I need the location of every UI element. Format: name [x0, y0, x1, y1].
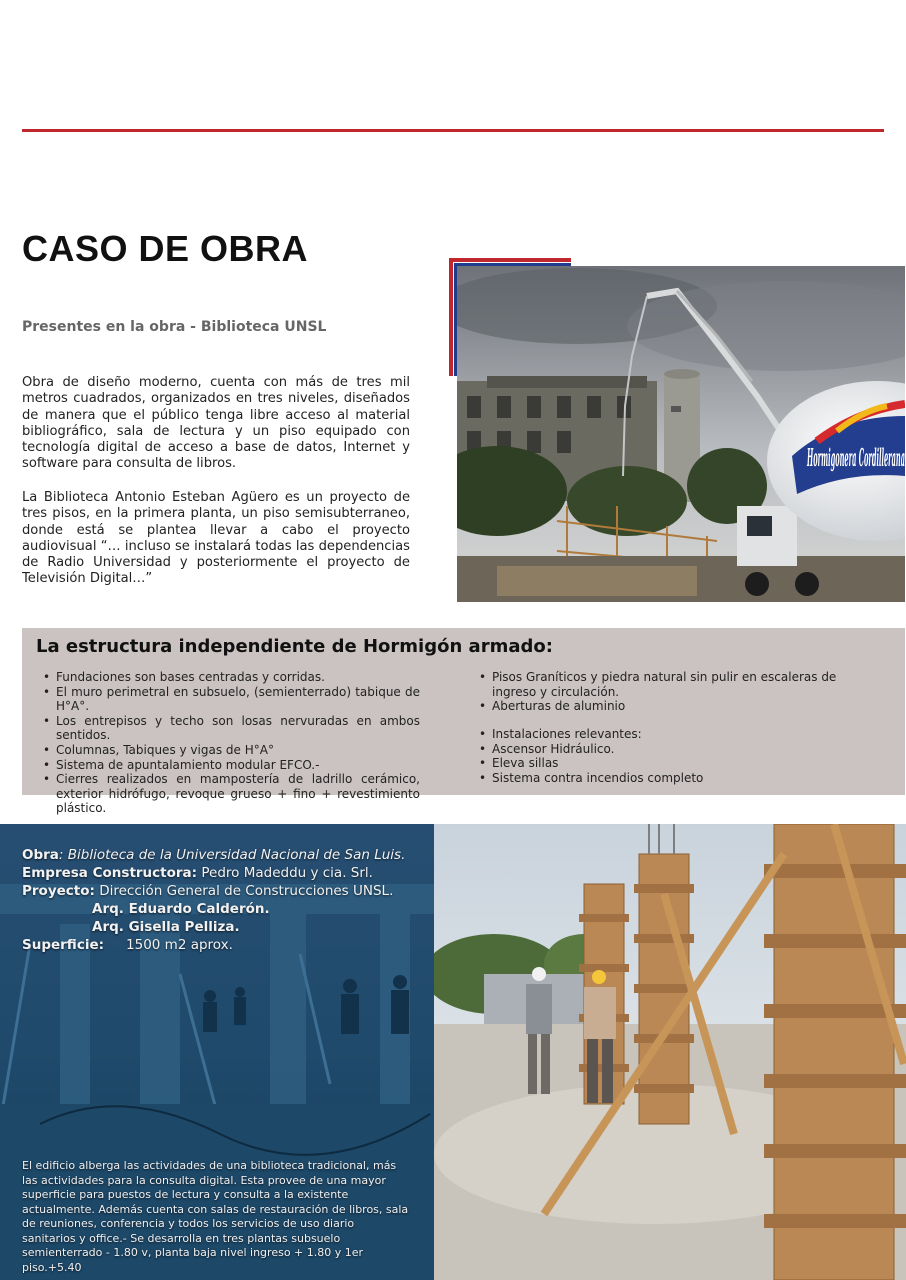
- building-description: El edificio alberga las actividades de una biblioteca tradicional, más las actividades para la consulta digital. Esta provee de una mayor superficie para puestos de lectura y consulta a la existente actualmente. Además cuenta con salas de restauración de libros, sala de reuniones, conferencia y todos los servicios de uso diario sanitarios y office.- Se desarrolla en tres plantas subsuelo semienterrado - 1.80 v, planta baja nivel ingreso + 1.80 y 1er piso.+5.40: [22, 1159, 409, 1274]
- list-item: • Sistema de apuntalamiento modular EFCO.-: [34, 758, 420, 773]
- concrete-pump-photo: [457, 266, 905, 602]
- intro-paragraph-1: Obra de diseño moderno, cuenta con más de tres mil metros cuadrados, organizados en tres niveles, diseñados de manera que el público tenga libre acceso al material bibliográfico, sala de lectura y un piso equipado con tecnología digital de acceso a base de datos, Internet y software para consulta de libros.: [22, 375, 410, 472]
- list-item: • Pisos Graníticos y piedra natural sin pulir en escaleras de ingreso y circulación.: [470, 670, 860, 699]
- list-item: • Cierres realizados en mampostería de ladrillo cerámico, exterior hidrófugo, revoque grueso + fino + revestimiento plástico.: [34, 772, 420, 816]
- list-item: • Los entrepisos y techo son losas nervuradas en ambos sentidos.: [34, 714, 420, 743]
- empresa-label: Empresa Constructora:: [22, 865, 198, 881]
- structure-heading: La estructura independiente de Hormigón armado:: [36, 636, 553, 657]
- top-rule: [22, 129, 884, 132]
- truck-brand-text: Hormigonera Cordillerana: [806, 443, 905, 472]
- credit-proyecto: [22, 882, 422, 900]
- formwork-columns-photo: [434, 824, 906, 1280]
- list-item: • Fundaciones son bases centradas y corridas.: [34, 670, 420, 685]
- list-item: • Instalaciones relevantes:: [470, 727, 860, 742]
- intro-paragraph-2: La Biblioteca Antonio Esteban Agüero es un proyecto de tres pisos, en la primera planta, un piso semisubterraneo, donde está se plantea llevar a cabo el proyecto audiovisual “… incluso se instalará todas las dependencias de Radio Universidad y posteriormente el proyecto de Televisión Digital…”: [22, 490, 410, 587]
- project-credits: [22, 846, 422, 954]
- list-item: • Sistema contra incendios completo: [470, 771, 860, 786]
- credit-architect-1: Arq. Eduardo Calderón.: [92, 901, 270, 917]
- proyecto-value: Dirección General de Construcciones UNSL.: [99, 883, 394, 899]
- credit-empresa: [22, 864, 422, 882]
- installations-list: [470, 727, 860, 785]
- superficie-label: Superficie:: [22, 937, 105, 953]
- list-item: • Eleva sillas: [470, 756, 860, 771]
- credit-obra: [22, 846, 422, 864]
- list-item: • El muro perimetral en subsuelo, (semienterrado) tabique de H°A°.: [34, 685, 420, 714]
- structure-list-left: [34, 670, 420, 816]
- list-item: • Aberturas de aluminio: [470, 699, 860, 714]
- credit-architect-2: Arq. Gisella Pelliza.: [92, 919, 240, 935]
- list-item: • Columnas, Tabiques y vigas de H°A°: [34, 743, 420, 758]
- superficie-value: 1500 m2 aprox.: [126, 937, 233, 953]
- page-subtitle: Presentes en la obra - Biblioteca UNSL: [22, 319, 327, 335]
- proyecto-label: Proyecto:: [22, 883, 95, 899]
- structure-box: [22, 628, 905, 816]
- obra-label: Obra: [22, 847, 59, 863]
- structure-list-right: [470, 670, 860, 714]
- credit-superficie: [22, 936, 422, 954]
- empresa-value: Pedro Madeddu y cia. Srl.: [201, 865, 373, 881]
- obra-value: : Biblioteca de la Universidad Nacional de San Luis.: [58, 847, 406, 863]
- page-title: CASO DE OBRA: [22, 228, 309, 269]
- list-item: • Ascensor Hidráulico.: [470, 742, 860, 757]
